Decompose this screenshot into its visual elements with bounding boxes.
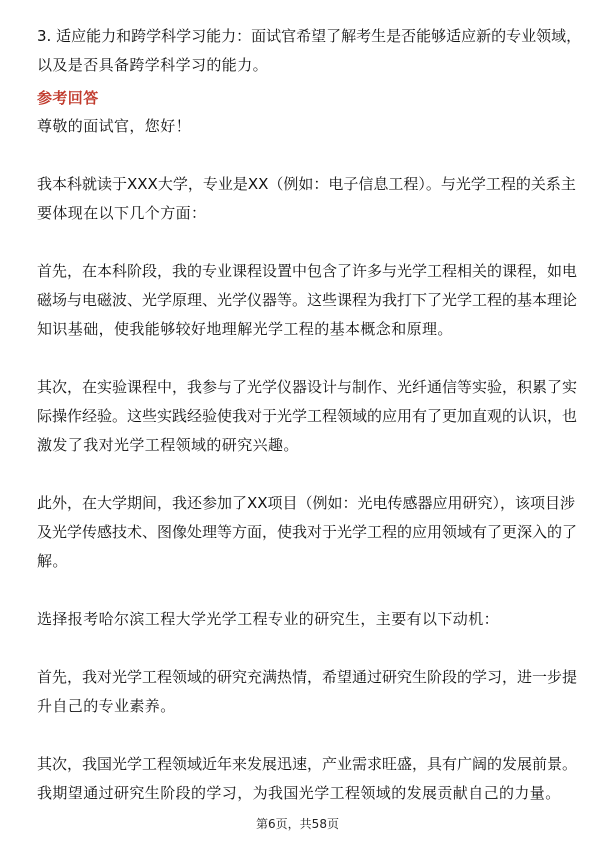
motivation-intro-line: 选择报考哈尔滨工程大学光学工程专业的研究生，主要有以下动机： <box>37 610 500 628</box>
second-paragraph-line-3: 激发了我对光学工程领域的研究兴趣。 <box>37 436 299 454</box>
motivation-first-line-1: 首先，我对光学工程领域的研究充满热情，希望通过研究生阶段的学习，进一步提 <box>37 668 578 686</box>
reference-answer-heading: 参考回答 <box>37 89 99 107</box>
second-paragraph-line-1: 其次，在实验课程中，我参与了光学仪器设计与制作、光纤通信等实验，积累了实 <box>37 378 578 396</box>
motivation-second-line-1: 其次，我国光学工程领域近年来发展迅速，产业需求旺盛，具有广阔的发展前景。 <box>37 755 578 773</box>
motivation-first-line-2: 升自己的专业素养。 <box>37 697 176 715</box>
greeting-line: 尊敬的面试官，您好！ <box>37 117 192 135</box>
intro-paragraph-line-1: 我本科就读于XXX大学，专业是XX（例如：电子信息工程）。与光学工程的关系主 <box>37 175 576 193</box>
motivation-second-line-2: 我期望通过研究生阶段的学习，为我国光学工程领域的发展贡献自己的力量。 <box>37 784 561 802</box>
first-paragraph-line-1: 首先，在本科阶段，我的专业课程设置中包含了许多与光学工程相关的课程，如电 <box>37 262 578 280</box>
third-paragraph-line-2: 及光学传感技术、图像处理等方面，使我对于光学工程的应用领域有了更深入的了 <box>37 523 578 541</box>
intro-paragraph-line-2: 要体现在以下几个方面： <box>37 204 207 222</box>
criterion-3-line-2: 以及是否具备跨学科学习的能力。 <box>37 56 269 74</box>
second-paragraph-line-2: 际操作经验。这些实践经验使我对于光学工程领域的应用有了更加直观的认识，也 <box>37 407 578 425</box>
first-paragraph-line-2: 磁场与电磁波、光学原理、光学仪器等。这些课程为我打下了光学工程的基本理论 <box>37 291 578 309</box>
criterion-3-line-1: 3. 适应能力和跨学科学习能力：面试官希望了解考生是否能够适应新的专业领域， <box>37 27 582 45</box>
first-paragraph-line-3: 知识基础，使我能够较好地理解光学工程的基本概念和原理。 <box>37 320 453 338</box>
page-number-footer: 第6页，共58页 <box>256 817 339 831</box>
third-paragraph-line-1: 此外，在大学期间，我还参加了XX项目（例如：光电传感器应用研究），该项目涉 <box>37 494 576 512</box>
third-paragraph-line-3: 解。 <box>37 552 68 570</box>
